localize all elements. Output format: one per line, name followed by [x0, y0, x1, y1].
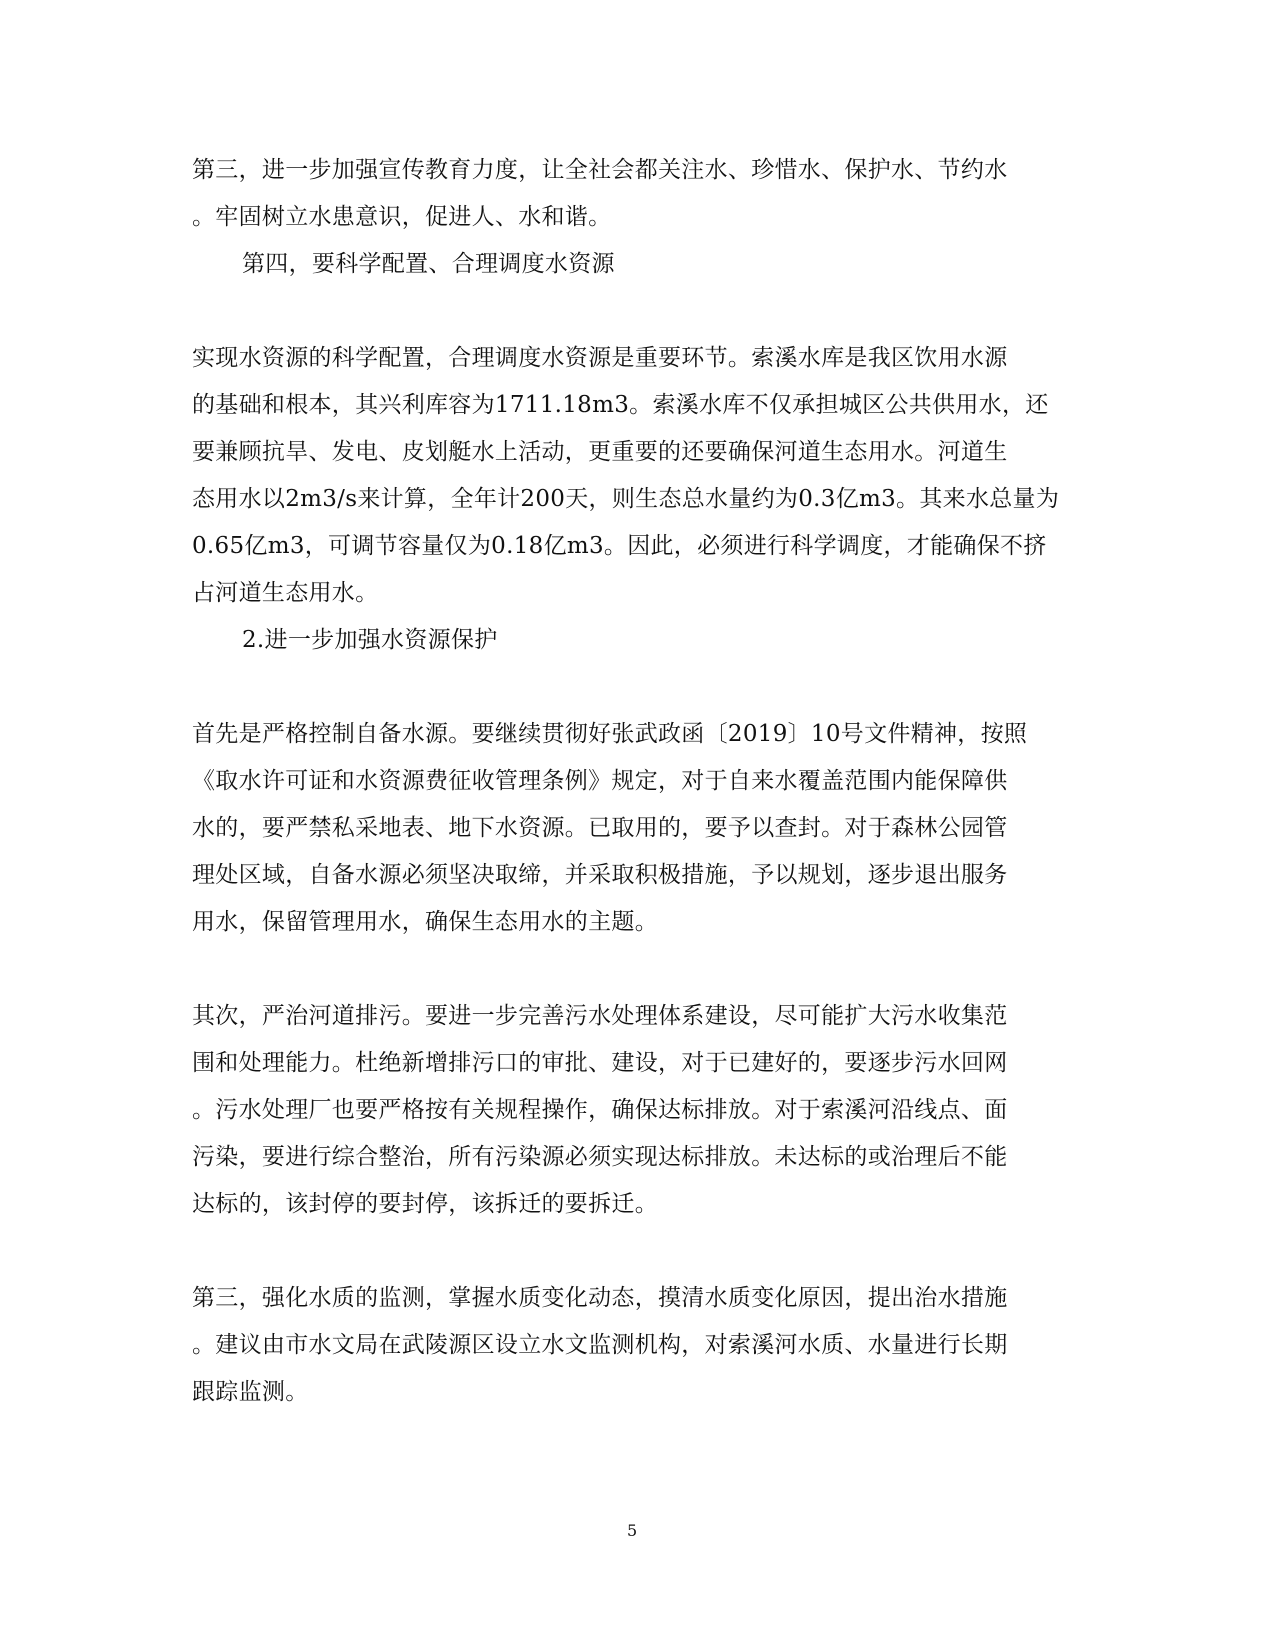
text-line: 达标的，该封停的要封停，该拆迁的要拆迁。 [192, 1191, 658, 1217]
text-line: 《取水许可证和水资源费征收管理条例》规定，对于自来水覆盖范围内能保障供 [192, 768, 1008, 794]
page-number: 5 [627, 1521, 638, 1540]
text-line: 。建议由市水文局在武陵源区设立水文监测机构，对索溪河水质、水量进行长期 [192, 1332, 1008, 1358]
text-line: 其次，严治河道排污。要进一步完善污水处理体系建设，尽可能扩大污水收集范 [192, 1003, 1008, 1029]
text-line: 跟踪监测。 [192, 1379, 309, 1405]
text-line: 水的，要严禁私采地表、地下水资源。已取用的，要予以查封。对于森林公园管 [192, 815, 1008, 841]
text-line: 围和处理能力。杜绝新增排污口的审批、建设，对于已建好的，要逐步污水回网 [192, 1050, 1008, 1076]
text-line: 的基础和根本，其兴利库容为1711.18m3。索溪水库不仅承担城区公共供用水，还 [192, 392, 1049, 418]
text-line: 。污水处理厂也要严格按有关规程操作，确保达标排放。对于索溪河沿线点、面 [192, 1097, 1008, 1123]
text-line: 态用水以2m3/s来计算，全年计200天，则生态总水量约为0.3亿m3。其来水总量为 [192, 486, 1060, 512]
text-line: 用水，保留管理用水，确保生态用水的主题。 [192, 909, 658, 935]
text-line: 占河道生态用水。 [192, 580, 379, 606]
text-line: 。牢固树立水患意识，促进人、水和谐。 [192, 204, 612, 230]
section-heading: 2.进一步加强水资源保护 [242, 627, 498, 653]
text-line: 要兼顾抗旱、发电、皮划艇水上活动，更重要的还要确保河道生态用水。河道生 [192, 439, 1008, 465]
text-line: 理处区域，自备水源必须坚决取缔，并采取积极措施，予以规划，逐步退出服务 [192, 862, 1008, 888]
text-line: 实现水资源的科学配置，合理调度水资源是重要环节。索溪水库是我区饮用水源 [192, 345, 1008, 371]
text-line: 第三，进一步加强宣传教育力度，让全社会都关注水、珍惜水、保护水、节约水 [192, 157, 1008, 183]
text-line: 第三，强化水质的监测，掌握水质变化动态，摸清水质变化原因，提出治水措施 [192, 1285, 1008, 1311]
section-heading: 第四，要科学配置、合理调度水资源 [242, 251, 615, 277]
text-line: 污染，要进行综合整治，所有污染源必须实现达标排放。未达标的或治理后不能 [192, 1144, 1008, 1170]
text-line: 首先是严格控制自备水源。要继续贯彻好张武政函〔2019〕10号文件精神，按照 [192, 721, 1028, 747]
text-line: 0.65亿m3，可调节容量仅为0.18亿m3。因此，必须进行科学调度，才能确保不挤 [192, 533, 1047, 559]
